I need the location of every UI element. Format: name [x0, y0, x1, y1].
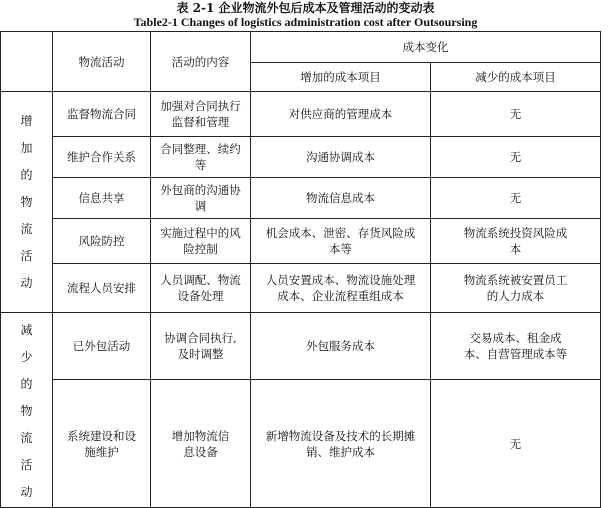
- cell-content: 协调合同执行, 及时调整: [151, 313, 251, 380]
- table-title-chinese: 表 2-1 企业物流外包后成本及管理活动的变动表: [176, 1, 435, 15]
- header-increase: 增加的成本项目: [251, 63, 431, 92]
- cell-increase: 对供应商的管理成本: [251, 92, 431, 137]
- cell-content: 外包商的沟通协 调: [151, 178, 251, 219]
- table-row: [1, 219, 601, 264]
- cell-content: 人员调配、物流 设备处理: [151, 264, 251, 313]
- table-row: [1, 92, 601, 137]
- cell-content: 增加物流信 息设备: [151, 380, 251, 508]
- cell-decrease: 物流系统投资风险成 本: [431, 219, 601, 264]
- cell-decrease: 无: [431, 178, 601, 219]
- cell-increase: 机会成本、泄密、存货风险成 本等: [251, 219, 431, 264]
- header-row-1: [1, 32, 601, 63]
- cell-activity: 系统建设和设 施维护: [53, 380, 151, 508]
- group-label-decrease: 减 少 的 物 流 活 动: [1, 313, 53, 508]
- cell-increase: 新增物流设备及技术的长期摊 销、维护成本: [251, 380, 431, 508]
- cell-decrease: 无: [431, 92, 601, 137]
- cell-activity: 监督物流合同: [53, 92, 151, 137]
- cell-increase: 人员安置成本、物流设施处理 成本、企业流程重组成本: [251, 264, 431, 313]
- cell-activity: 已外包活动: [53, 313, 151, 380]
- header-cost-change: 成本变化: [251, 32, 601, 63]
- cell-activity: 信息共享: [53, 178, 151, 219]
- cell-activity: 流程人员安排: [53, 264, 151, 313]
- cell-content: 合同整理、续约 等: [151, 137, 251, 178]
- table-title-english: Table2-1 Changes of logistics administration cost after Outsoursing: [133, 15, 478, 29]
- cell-content: 加强对合同执行 监督和管理: [151, 92, 251, 137]
- cell-increase: 沟通协调成本: [251, 137, 431, 178]
- cell-decrease: 交易成本、租金成 本、自营管理成本等: [431, 313, 601, 380]
- cell-decrease: 物流系统被安置员工 的人力成本: [431, 264, 601, 313]
- cell-increase: 外包服务成本: [251, 313, 431, 380]
- group-label-increase: 增 加 的 物 流 活 动: [1, 92, 53, 313]
- table-row: [1, 264, 601, 313]
- cell-decrease: 无: [431, 137, 601, 178]
- table-row: [1, 178, 601, 219]
- cell-increase: 物流信息成本: [251, 178, 431, 219]
- header-decrease: 减少的成本项目: [431, 63, 601, 92]
- table-row: [1, 313, 601, 380]
- cell-decrease: 无: [431, 380, 601, 508]
- header-content: 活动的内容: [151, 32, 251, 92]
- cell-activity: 风险防控: [53, 219, 151, 264]
- table-row: [1, 380, 601, 508]
- logistics-cost-table: [0, 31, 601, 508]
- header-blank-cell: [1, 32, 53, 92]
- cell-content: 实施过程中的风 险控制: [151, 219, 251, 264]
- cell-activity: 维护合作关系: [53, 137, 151, 178]
- header-activity: 物流活动: [53, 32, 151, 92]
- table-row: [1, 137, 601, 178]
